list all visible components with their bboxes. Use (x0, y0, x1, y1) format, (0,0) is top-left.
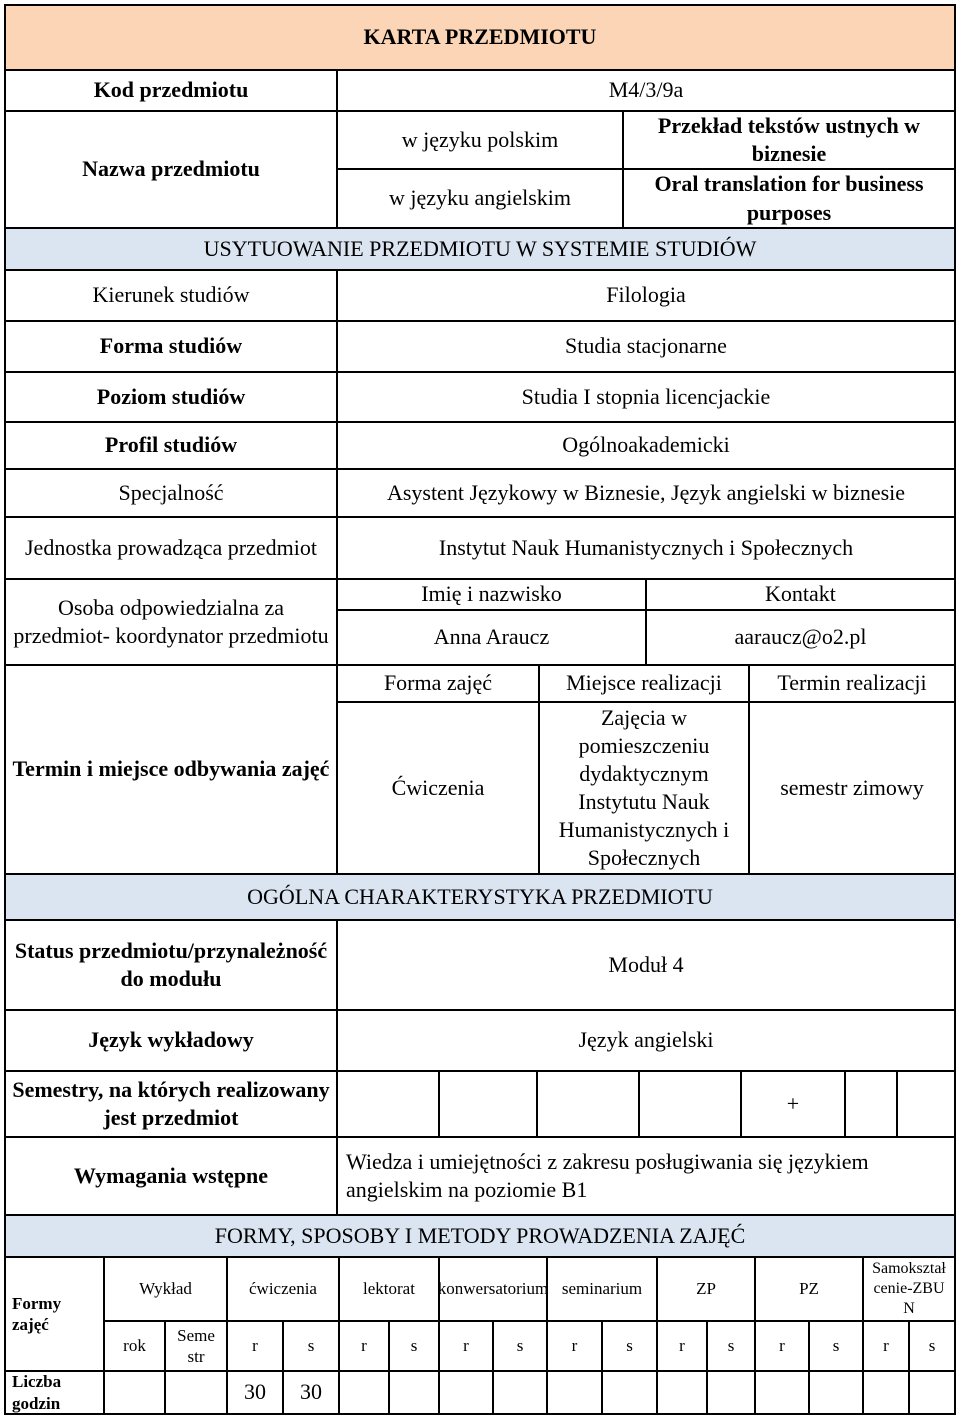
sub-s-konwersatorium: s (492, 1320, 548, 1372)
osoba-label: Osoba odpowiedzialna za przedmiot- koordynator przedmiotu (4, 578, 338, 666)
osoba-contact-header: Kontakt (645, 578, 956, 611)
semestr-cell-6 (844, 1070, 898, 1138)
forma-label: Forma studiów (4, 320, 338, 373)
section-formy: FORMY, SPOSOBY I METODY PROWADZENIA ZAJĘĆ (4, 1214, 956, 1258)
osoba-name: Anna Araucz (336, 609, 647, 666)
kod-value: M4/3/9a (336, 69, 956, 112)
sub-r-samoksztalcenie: r (862, 1320, 910, 1372)
sub-r-pz: r (754, 1320, 810, 1372)
wymagania-value: Wiedza i umiejętności z zakresu posługiwania się językiem angielskim na poziomie B1 (336, 1136, 956, 1216)
jezyk-label: Język wykładowy (4, 1009, 338, 1072)
termin-label: Termin i miejsce odbywania zajęć (4, 664, 338, 875)
section-usytuowanie: USYTUOWANIE PRZEDMIOTU W SYSTEMIE STUDIÓW (4, 227, 956, 271)
semestr-cell-4 (638, 1070, 742, 1138)
osoba-contact: aaraucz@o2.pl (645, 609, 956, 666)
godz-r-konwersatorium (438, 1370, 494, 1415)
termin-col-forma-header: Forma zajęć (336, 664, 540, 703)
godz-r-samoksztalcenie (862, 1370, 910, 1415)
semestr-cell-5: + (740, 1070, 846, 1138)
semestry-label: Semestry, na których realizowany jest przedmiot (4, 1070, 338, 1138)
formy-row-label: Formy zajęć (4, 1256, 105, 1372)
termin-miejsce: Zajęcia w pomieszczeniu dydaktycznym Instytutu Nauk Humanistycznych i Społecznych (538, 701, 750, 875)
sub-rok: rok (103, 1320, 166, 1372)
jednostka-value: Instytut Nauk Humanistycznych i Społecznych (336, 516, 956, 580)
formy-header-wyklad: Wykład (103, 1256, 228, 1322)
godz-r-zp (656, 1370, 708, 1415)
kod-label: Kod przedmiotu (4, 69, 338, 112)
sub-semestr: Semestr (164, 1320, 228, 1372)
specjalnosc-label: Specjalność (4, 468, 338, 518)
sub-s-samoksztalcenie: s (908, 1320, 956, 1372)
semestr-cell-2 (438, 1070, 538, 1138)
nazwa-pl-value: Przekład tekstów ustnych w biznesie (622, 110, 956, 170)
kierunek-label: Kierunek studiów (4, 269, 338, 322)
sub-r-cwiczenia: r (226, 1320, 284, 1372)
godz-s-zp (706, 1370, 756, 1415)
formy-header-konwersatorium: konwersatorium (438, 1256, 548, 1322)
formy-header-cwiczenia: ćwiczenia (226, 1256, 340, 1322)
termin-termin: semestr zimowy (748, 701, 956, 875)
formy-header-lektorat: lektorat (338, 1256, 440, 1322)
godz-s-cwiczenia: 30 (282, 1370, 340, 1415)
nazwa-label: Nazwa przedmiotu (4, 110, 338, 229)
godz-s-lektorat (388, 1370, 440, 1415)
sub-s-lektorat: s (388, 1320, 440, 1372)
termin-forma: Ćwiczenia (336, 701, 540, 875)
godz-s-konwersatorium (492, 1370, 548, 1415)
formy-header-zp: ZP (656, 1256, 756, 1322)
sub-r-lektorat: r (338, 1320, 390, 1372)
profil-value: Ogólnoakademicki (336, 421, 956, 470)
formy-header-seminarium: seminarium (546, 1256, 658, 1322)
formy-header-samoksztalcenie: Samokształcenie-ZBUN (862, 1256, 956, 1322)
forma-value: Studia stacjonarne (336, 320, 956, 373)
jednostka-label: Jednostka prowadząca przedmiot (4, 516, 338, 580)
section-ogolna: OGÓLNA CHARAKTERYSTYKA PRZEDMIOTU (4, 873, 956, 921)
godz-r-cwiczenia: 30 (226, 1370, 284, 1415)
poziom-value: Studia I stopnia licencjackie (336, 371, 956, 423)
sub-s-cwiczenia: s (282, 1320, 340, 1372)
sub-s-seminarium: s (601, 1320, 658, 1372)
nazwa-en-value: Oral translation for business purposes (622, 168, 956, 229)
godz-semestr (164, 1370, 228, 1415)
status-label: Status przedmiotu/przynależność do modułu (4, 919, 338, 1011)
godz-s-samoksztalcenie (908, 1370, 956, 1415)
sub-r-konwersatorium: r (438, 1320, 494, 1372)
profil-label: Profil studiów (4, 421, 338, 470)
status-value: Moduł 4 (336, 919, 956, 1011)
sub-s-pz: s (808, 1320, 864, 1372)
sub-r-seminarium: r (546, 1320, 603, 1372)
godz-rok (103, 1370, 166, 1415)
sub-r-zp: r (656, 1320, 708, 1372)
nazwa-en-label: w języku angielskim (336, 168, 624, 229)
godz-r-pz (754, 1370, 810, 1415)
page-title: KARTA PRZEDMIOTU (4, 4, 956, 71)
formy-header-pz: PZ (754, 1256, 864, 1322)
godziny-row-label: Liczba godzin (4, 1370, 105, 1415)
godz-s-pz (808, 1370, 864, 1415)
nazwa-pl-label: w języku polskim (336, 110, 624, 170)
godz-s-seminarium (601, 1370, 658, 1415)
semestr-cell-7 (896, 1070, 956, 1138)
termin-col-termin-header: Termin realizacji (748, 664, 956, 703)
semestr-cell-1 (336, 1070, 440, 1138)
godz-r-seminarium (546, 1370, 603, 1415)
sub-s-zp: s (706, 1320, 756, 1372)
osoba-name-header: Imię i nazwisko (336, 578, 647, 611)
godz-r-lektorat (338, 1370, 390, 1415)
termin-col-miejsce-header: Miejsce realizacji (538, 664, 750, 703)
wymagania-label: Wymagania wstępne (4, 1136, 338, 1216)
kierunek-value: Filologia (336, 269, 956, 322)
semestr-cell-3 (536, 1070, 640, 1138)
specjalnosc-value: Asystent Językowy w Biznesie, Język angielski w biznesie (336, 468, 956, 518)
jezyk-value: Język angielski (336, 1009, 956, 1072)
poziom-label: Poziom studiów (4, 371, 338, 423)
